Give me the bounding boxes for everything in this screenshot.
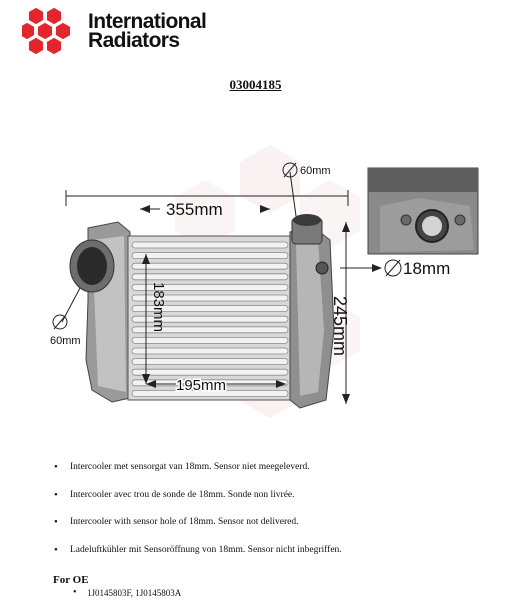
logo-hexagon (46, 7, 62, 25)
core-tube (132, 359, 288, 365)
description-list (53, 462, 342, 572)
intercooler-drawing (0, 100, 511, 460)
brand-name-line2: Radiators (88, 29, 180, 52)
left-tank (70, 222, 130, 402)
brand-name (88, 12, 206, 50)
part-number: 03004185 (229, 77, 282, 92)
logo-hexagon (28, 37, 44, 54)
brand-logo (22, 6, 242, 54)
dim-outlet-label: 60mm (300, 165, 331, 177)
logo-hexagon (46, 37, 62, 54)
diameter-symbol-inlet-icon (53, 315, 67, 329)
hexagon-cluster-icon (22, 6, 82, 54)
core-tube (132, 263, 288, 269)
right-tank (290, 214, 334, 408)
description-nl: • Intercooler met sensorgat van 18mm. Sensor niet meegeleverd. (53, 462, 342, 490)
oe-title: For OE (53, 574, 89, 586)
core-tube (132, 242, 288, 248)
brand-name-line1: International (88, 10, 207, 33)
description-de: • Ladeluftkühler mit Sensoröffnung von 18mm. Sensor nicht inbegriffen. (53, 545, 342, 573)
core-tube (132, 274, 288, 280)
dim-inlet-label: 60mm (50, 335, 81, 347)
logo-hexagon (22, 22, 35, 40)
dim-height-label: 245mm (330, 296, 350, 357)
core-tube (132, 337, 288, 343)
oe-list (70, 588, 181, 598)
sensor-inset-photo (368, 168, 478, 254)
diameter-symbol-sensor-icon (385, 260, 401, 276)
description-fr: • Intercooler avec trou de sonde de 18mm. Sonde non livrée. (53, 490, 342, 518)
description-en: • Intercooler with sensor hole of 18mm. Sensor not delivered. (53, 517, 342, 545)
core-tube (132, 253, 288, 259)
dim-core-height-label: 183mm (150, 282, 167, 333)
dim-core-width-label: 195mm (176, 377, 227, 394)
oe-number: • 1J0145803F, 1J0145803A (70, 588, 181, 598)
core-tube (132, 369, 288, 375)
logo-hexagon (37, 22, 53, 40)
logo-hexagon (55, 22, 71, 40)
dim-width-label: 355mm (166, 200, 223, 219)
core-tube (132, 348, 288, 354)
logo-hexagon (28, 7, 44, 25)
dim-sensor-label: 18mm (403, 259, 451, 278)
